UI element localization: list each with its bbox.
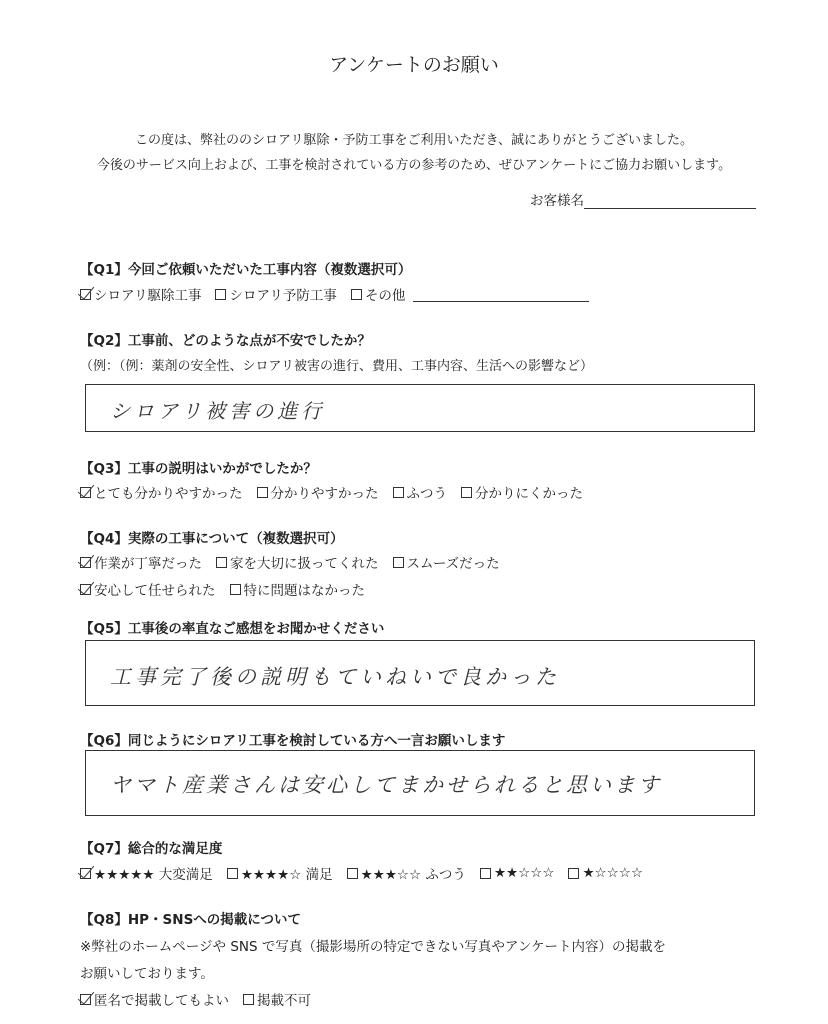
q4-option-2[interactable] [216, 552, 379, 572]
q4-option-4[interactable] [80, 579, 216, 599]
q4-label: 【Q4】実際の工事について（複数選択可） [80, 531, 344, 547]
checkbox[interactable] [243, 994, 254, 1005]
page-title: アンケートのお願い [329, 54, 499, 76]
q3-option-2[interactable] [257, 482, 379, 502]
q4-options-row-1 [80, 552, 514, 572]
checkbox-checked[interactable] [80, 557, 91, 568]
q7-option-4[interactable] [480, 865, 555, 881]
q5-answer: 工事完了後の説明もていねいで良かった [110, 665, 560, 689]
checkbox[interactable] [347, 868, 358, 879]
q4-option-3[interactable] [393, 552, 500, 572]
checkbox[interactable] [480, 868, 491, 879]
q8-note-2: お願いしております。 [80, 966, 214, 982]
checkbox[interactable] [461, 487, 472, 498]
q8-option-2-label: 掲載不可 [257, 993, 311, 1009]
q2-answer-box[interactable] [85, 384, 755, 432]
q4-option-5-label: 特に問題はなかった [243, 583, 365, 599]
checkbox-checked[interactable] [80, 289, 91, 300]
q3-option-1[interactable] [80, 482, 243, 502]
checkbox[interactable] [257, 487, 268, 498]
q1-option-1-label: シロアリ駆除工事 [94, 288, 202, 304]
q7-option-2-label: ★★★★☆ 満足 [240, 867, 333, 883]
q7-option-5-label: ★☆☆☆☆ [582, 865, 643, 881]
checkbox-checked[interactable] [80, 994, 91, 1005]
q8-option-1[interactable] [80, 989, 229, 1009]
checkbox[interactable] [393, 557, 404, 568]
q5-label: 【Q5】工事後の率直なご感想をお聞かせください [80, 621, 385, 637]
q7-option-1-label: ★★★★★ 大変満足 [94, 867, 213, 883]
intro-line-2: 今後のサービス向上および、工事を検討されている方の参考のため、ぜひアンケートにご協力お願いします。 [96, 158, 732, 173]
q7-option-5[interactable] [568, 865, 643, 881]
q4-option-2-label: 家を大切に扱ってくれた [230, 556, 379, 572]
q3-option-2-label: 分かりやすかった [270, 486, 379, 502]
q8-options [80, 989, 325, 1009]
checkbox[interactable] [215, 289, 226, 300]
q4-option-1[interactable] [80, 552, 202, 572]
customer-name-line [584, 194, 756, 209]
q4-option-3-label: スムーズだった [406, 556, 500, 572]
q4-option-5[interactable] [230, 579, 366, 599]
q7-label: 【Q7】総合的な満足度 [80, 841, 223, 857]
checkbox[interactable] [568, 868, 579, 879]
q3-label: 【Q3】工事の説明はいかがでしたか？ [80, 461, 317, 477]
q1-options [80, 284, 603, 304]
q4-option-1-label: 作業が丁寧だった [94, 556, 202, 572]
q7-options [80, 863, 643, 883]
checkbox[interactable] [351, 289, 362, 300]
q7-option-2[interactable] [227, 863, 333, 883]
q7-option-4-label: ★★☆☆☆ [493, 865, 555, 881]
q1-option-1[interactable] [80, 284, 201, 304]
q3-option-4[interactable] [461, 482, 583, 502]
customer-name-label: お客様名 [530, 193, 584, 209]
q3-option-4-label: 分かりにくかった [475, 486, 583, 502]
q7-option-3-label: ★★★☆☆ ふつう [360, 867, 466, 883]
customer-name-field[interactable] [530, 189, 756, 209]
q2-answer: シロアリ被害の進行 [110, 399, 326, 423]
q1-label: 【Q1】今回ご依頼いただいた工事内容（複数選択可） [80, 262, 412, 278]
q1-option-3[interactable] [351, 284, 590, 304]
q8-note-1: ※弊社のホームページや SNS で写真（撮影場所の特定できない写真やアンケート内容）の掲載を [80, 939, 667, 955]
q1-other-line [413, 287, 589, 302]
q8-label: 【Q8】HP・SNSへの掲載について [80, 912, 302, 928]
checkbox-checked[interactable] [80, 584, 91, 595]
q6-label: 【Q6】同じようにシロアリ工事を検討している方へ一言お願いします [80, 733, 506, 749]
checkbox-checked[interactable] [80, 868, 91, 879]
q2-label: 【Q2】工事前、どのような点が不安でしたか？ [80, 333, 371, 349]
q3-options [80, 482, 597, 502]
q7-option-3[interactable] [347, 863, 466, 883]
q8-option-2[interactable] [243, 989, 311, 1009]
q6-answer: ヤマト産業さんは安心してまかせられると思います [110, 773, 662, 797]
checkbox[interactable] [216, 557, 227, 568]
checkbox[interactable] [227, 868, 238, 879]
q1-option-2[interactable] [215, 284, 336, 304]
q6-answer-box[interactable] [85, 750, 755, 816]
intro-line-1: この度は、弊社ののシロアリ駆除・予防工事をご利用いただき、誠にありがとうございました。 [135, 133, 693, 148]
q1-option-2-label: シロアリ予防工事 [229, 288, 337, 304]
q3-option-3[interactable] [393, 482, 448, 502]
checkbox[interactable] [230, 584, 241, 595]
q8-option-1-label: 匿名で掲載してもよい [94, 993, 229, 1009]
q1-option-3-label: その他 [364, 288, 406, 304]
checkbox[interactable] [393, 487, 404, 498]
q7-option-1[interactable] [80, 863, 213, 883]
q3-option-3-label: ふつう [406, 486, 447, 502]
q4-option-4-label: 安心して任せられた [94, 583, 216, 599]
q5-answer-box[interactable] [85, 640, 755, 706]
checkbox-checked[interactable] [80, 487, 91, 498]
q2-note: （例：（例：薬剤の安全性、シロアリ被害の進行、費用、工事内容、生活への影響など） [80, 359, 593, 374]
q4-options-row-2 [80, 579, 379, 599]
q3-option-1-label: とても分かりやすかった [94, 486, 243, 502]
